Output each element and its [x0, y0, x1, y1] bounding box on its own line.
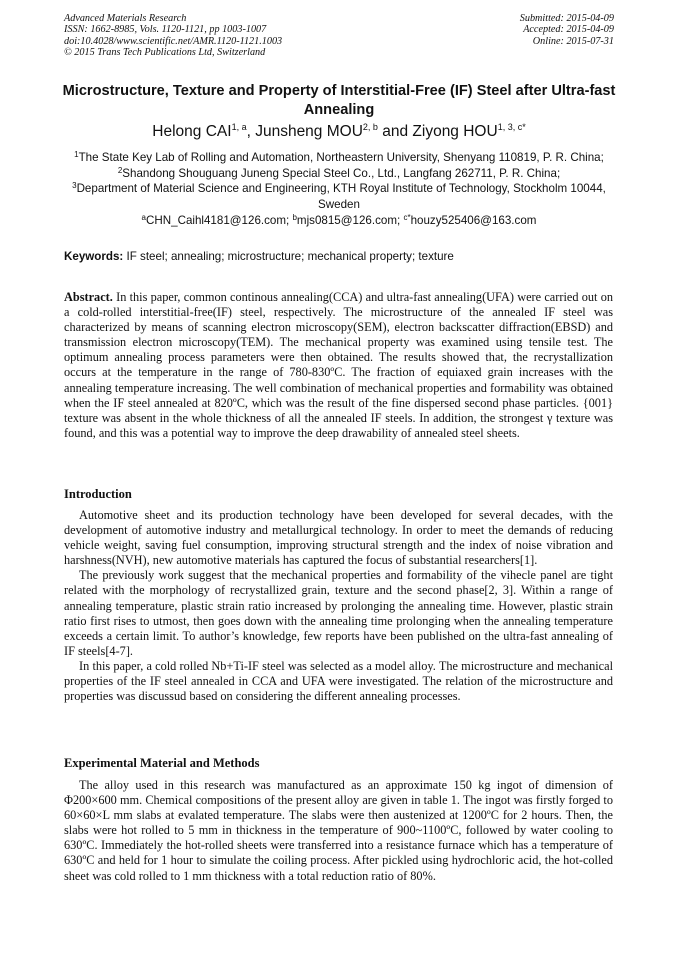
introduction-heading: Introduction — [64, 487, 132, 501]
journal-info — [64, 13, 282, 58]
email-sup: c* — [403, 213, 411, 222]
paragraph: In this paper, a cold rolled Nb+Ti-IF steel was selected as a model alloy. The microstructure and mechanical properties of the IF steel annealed in CCA and UFA were investigated. The relation of the microstructure and properties was discussud based on considering the different annealing processes. — [64, 658, 613, 704]
affiliation-text: Department of Material Science and Engineering, KTH Royal Institute of Technology, Stockholm 10044, Sweden — [76, 182, 606, 211]
affiliation-text: Shandong Shouguang Juneng Special Steel Co., Ltd., Langfang 262711, P. R. China; — [122, 166, 561, 180]
affiliation-sup: 2 — [117, 165, 123, 175]
affiliation-sup: 1 — [74, 150, 79, 159]
affiliation-text: The State Key Lab of Rolling and Automation, Northeastern University, Shenyang 110819, P. R. China; — [78, 151, 604, 164]
methods-heading: Experimental Material and Methods — [64, 756, 260, 770]
dates-info — [520, 13, 614, 47]
email-link[interactable]: mjs0815@126.com; — [296, 214, 404, 227]
affiliation-sup: 3 — [72, 181, 77, 191]
introduction-section — [64, 508, 613, 704]
abstract-label: Abstract. — [64, 290, 113, 304]
paragraph: The alloy used in this research was manufactured as an approximate 150 kg ingot of dimension of Φ200×600 mm. Chemical compositions of the present alloy are given in table 1. The ingot was firstly forged to 60×60×L mm slabs at evalated temperature. The slabs were then austenized at 1200ºC for 2 hours. Then, the slabs were hot rolled to 5 mm in thickness in the temperature of 900~1100ºC, followed by water cooling to 630ºC. Immediately the hot-rolled sheets were transferred into a resistance furnace which has a temperature of 630ºC and held for 1 hour to simulate the coiling process. After pickled using hydrochloric acid, the hot-colled sheet was cold rolled to 1 mm thickness with a total reduction ratio of 80%. — [64, 778, 613, 883]
email-link[interactable]: CHN_Caihl4181@126.com; — [146, 214, 293, 227]
doi-line[interactable]: doi:10.4028/www.scientific.net/AMR.1120-1121.1003 — [64, 35, 283, 47]
author-name: Ziyong HOU — [412, 123, 498, 140]
email-sup: b — [292, 213, 297, 222]
author-conjunction: and — [377, 123, 413, 140]
paragraph: Automotive sheet and its production technology have been developed for several decades, with the development of automotive industry and metallurgical technology. In order to meet the demands of reducing vehicle weight, saving fuel consumption, improving structural strength and the index of noise vibration and harshness(NVH), new automotive materials has captured the focus of substantial researchers[1]. — [64, 508, 613, 568]
abstract-text: In this paper, common continous annealing(CCA) and ultra-fast annealing(UFA) were carried out on a cold-rolled interstitial-free(IF) steel, respectively. The microstructure of the annealed IF steel was characterized by means of scanning electron microscopy(SEM), electron backscatter diffraction(EBSD) and transmission electron microscopy(TEM). The mechanical property was examined using tensile test. The optimum annealing process parameters were then obtained. The results showed that, the recrystallization occurs at the temperature in the range of 780-830ºC. The fraction of equiaxed grain increases with the annealing temperature increasing. The well combination of mechanical properties and formability was obtained when the IF steel annealed at 820ºC, which was the result of the fine dispersed second phase particles. {001} texture was absent in the whole thickness of all the annealed IF steels. In addition, the strongest γ texture was found, and this was a potential way to improve the deep drawability of annealed steel sheets. — [64, 290, 613, 440]
paper-title: Microstructure, Texture and Property of Interstitial-Free (IF) Steel after Ultra-fast Annealing — [62, 83, 616, 118]
methods-section — [64, 778, 613, 884]
issn-line: ISSN: 1662-8985, Vols. 1120-1121, pp 1003-1007 — [64, 24, 267, 36]
copyright-line: © 2015 Trans Tech Publications Ltd, Switzerland — [64, 46, 266, 58]
online-date: Online: 2015-07-31 — [532, 35, 614, 47]
author-sup: 1, a — [231, 122, 247, 132]
keywords-label: Keywords: — [64, 250, 124, 263]
email-list — [58, 214, 620, 228]
author-sup: 2, b — [362, 122, 378, 132]
submitted-date: Submitted: 2015-04-09 — [519, 13, 614, 24]
author-separator: , — [246, 123, 256, 140]
affiliations — [62, 150, 616, 212]
abstract — [64, 290, 613, 441]
keywords-text: IF steel; annealing; microstructure; mechanical property; texture — [123, 250, 454, 263]
author-sup: 1, 3, c* — [497, 122, 526, 132]
email-sup: a — [141, 213, 146, 222]
author-name: Junsheng MOU — [255, 123, 363, 140]
journal-name: Advanced Materials Research — [64, 13, 187, 24]
keywords — [64, 250, 614, 264]
email-link[interactable]: houzy525406@163.com — [410, 214, 537, 227]
author-list — [58, 123, 620, 141]
paragraph: The previously work suggest that the mechanical properties and formability of the vihecle panel are tight related with the morphology of recrystallized grain, texture and the second phase[2, 3]. Within a range of annealing temperature, plastic strain ratio increased by prolonging the annealing time. However, plastic strain ratio first rises to utmost, then goes down with the annealing time prolonging when the annealing temperature exceeds a certain limit. To author’s knowledge, few reports have been published on the ultra-fast annealing of IF steels[4-7]. — [64, 568, 613, 658]
author-name: Helong CAI — [152, 123, 232, 140]
accepted-date: Accepted: 2015-04-09 — [523, 24, 614, 36]
